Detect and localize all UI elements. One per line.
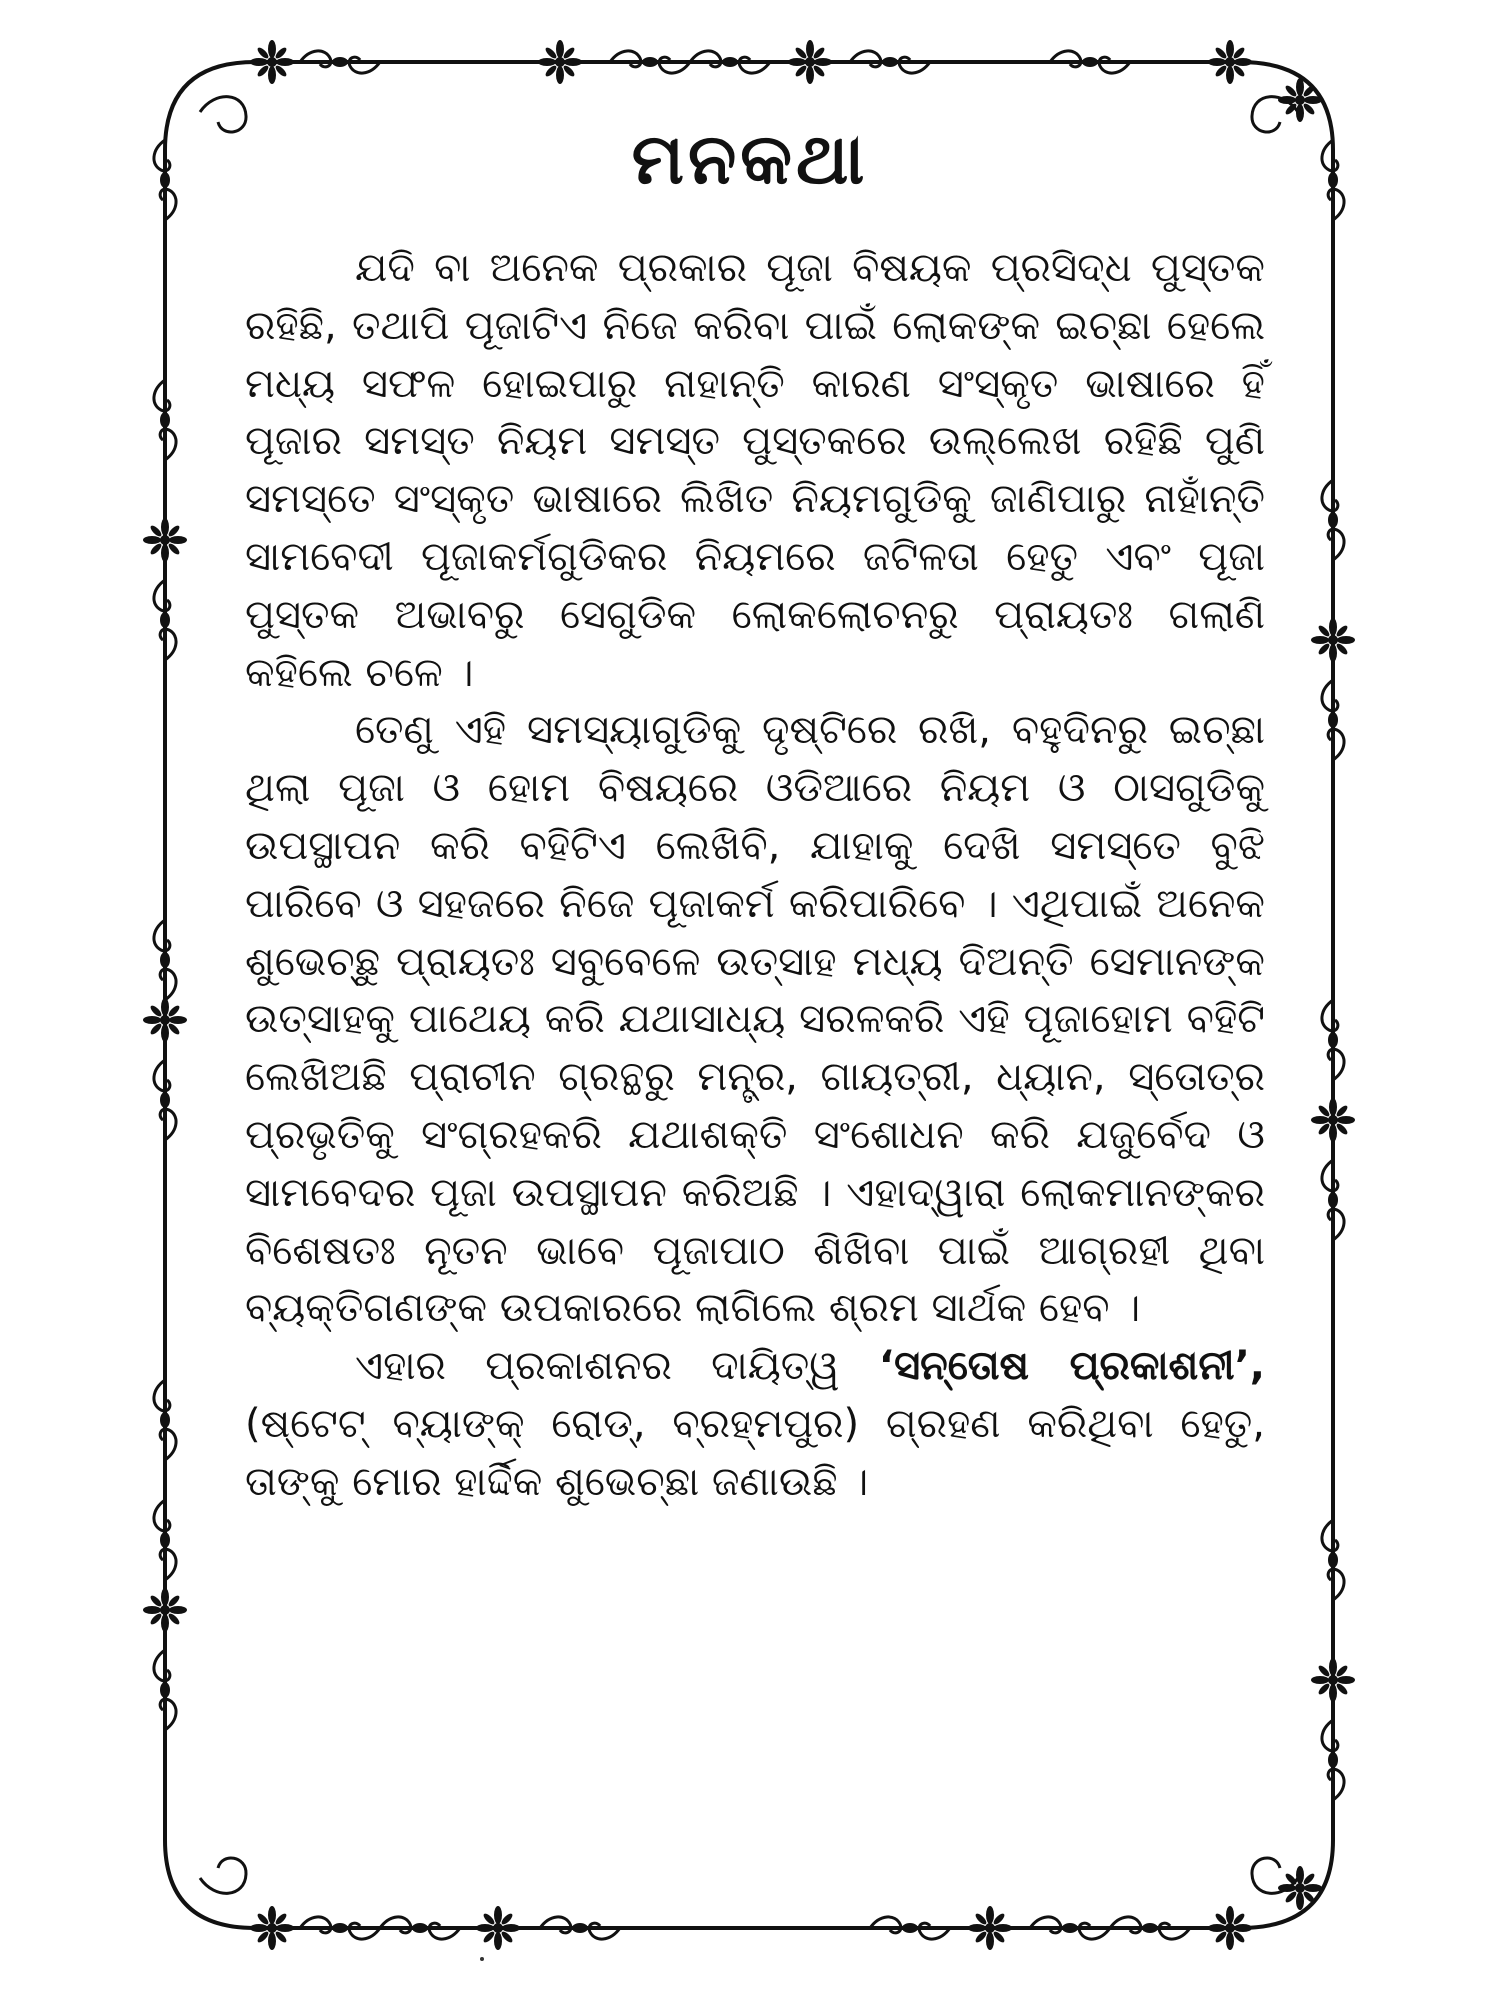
paragraph-2: ତେଣୁ ଏହି ସମସ୍ୟାଗୁଡିକୁ ଦୃଷ୍ଟିରେ ରଖି, ବହୁଦିନରୁ ଇଚ୍ଛା ଥିଲା ପୂଜା ଓ ହୋମ ବିଷୟରେ ଓଡିଆରେ ନିୟମ ଓ ଠାସଗୁଡିକୁ ଉପସ୍ଥାପନ କରି ବହିଟିଏ ଲେଖିବି, ଯାହାକୁ ଦେଖି ସମସ୍ତେ ବୁଝି ପାରିବେ ଓ ସହଜରେ ନିଜେ ପୂଜାକର୍ମ କରିପାରିବେ । ଏଥିପାଇଁ ଅନେକ ଶୁଭେଚ୍ଛୁ ପ୍ରାୟତଃ ସବୁବେଳେ ଉତ୍ସାହ ମଧ୍ୟ ଦିଅନ୍ତି ସେମାନଙ୍କ ଉତ୍ସାହକୁ ପାଥେୟ କରି ଯଥାସାଧ୍ୟ ସରଳକରି ଏହି ପୂଜାହୋମ ବହିଟି ଲେଖିଅଛି ପ୍ରାଚୀନ ଗ୍ରନ୍ଥରୁ ମନ୍ତ୍ର, ଗାୟତ୍ରୀ, ଧ୍ୟାନ, ସ୍ତୋତ୍ର ପ୍ରଭୃତିକୁ ସଂଗ୍ରହକରି ଯଥାଶକ୍ତି ସଂଶୋଧନ କରି ଯଜୁର୍ବେଦ ଓ ସାମବେଦର ପୂଜା ଉପସ୍ଥାପନ କରିଅଛି । ଏହାଦ୍ୱାରା ଲୋକମାନଙ୍କର ବିଶେଷତଃ ନୂତନ ଭାବେ ପୂଜାପାଠ ଶିଖିବା ପାଇଁ ଆଗ୍ରହୀ ଥିବା ବ୍ୟକ୍ତିଗଣଙ୍କ ଉପକାରରେ ଲାଗିଲେ ଶ୍ରମ ସାର୍ଥକ ହେବ । xyxy=(245,707,1265,1332)
speck xyxy=(480,1957,484,1961)
page-title: ମନକଥା xyxy=(631,118,869,200)
paragraph-1: ଯଦି ବା ଅନେକ ପ୍ରକାର ପୂଜା ବିଷୟକ ପ୍ରସିଦ୍ଧ ପୁସ୍ତକ ରହିଛି, ତଥାପି ପୂଜାଟିଏ ନିଜେ କରିବା ପାଇଁ ଲୋକଙ୍କ ଇଚ୍ଛା ହେଲେ ମଧ୍ୟ ସଫଳ ହୋଇପାରୁ ନାହାନ୍ତି କାରଣ ସଂସ୍କୃତ ଭାଷାରେ ହିଁ ପୂଜାର ସମସ୍ତ ନିୟମ ସମସ୍ତ ପୁସ୍ତକରେ ଉଲ୍ଲେଖ ରହିଛି ପୁଣି ସମସ୍ତେ ସଂସ୍କୃତ ଭାଷାରେ ଲିଖିତ ନିୟମଗୁଡିକୁ ଜାଣିପାରୁ ନାହାଁନ୍ତି ସାମବେଦୀ ପୂଜାକର୍ମଗୁଡିକର ନିୟମରେ ଜଟିଳତା ହେତୁ ଏବଂ ପୂଜା ପୁସ୍ତକ ଅଭାବରୁ ସେଗୁଡିକ ଲୋକଲୋଚନରୁ ପ୍ରାୟତଃ ଗଲାଣି କହିଲେ ଚଳେ । xyxy=(245,245,1265,696)
closing-before: ଏହାର ପ୍ରକାଶନର ଦାୟିତ୍ୱ xyxy=(355,1343,879,1390)
publisher-name: ‘ସନ୍ତୋଷ ପ୍ରକାଶନୀ’, xyxy=(878,1343,1265,1390)
paragraph-closing xyxy=(245,1338,1265,1511)
closing-after: (ଷ୍ଟେଟ୍ ବ୍ୟାଙ୍କ୍ ରୋଡ୍, ବ୍ରହ୍ମପୁର) ଗ୍ରହଣ କରିଥିବା ହେତୁ, ତାଙ୍କୁ ମୋର ହାର୍ଦ୍ଦିକ ଶୁଭେଚ୍ଛା ଜଣାଉଛି । xyxy=(245,1400,1265,1505)
body-text xyxy=(245,240,1265,1512)
